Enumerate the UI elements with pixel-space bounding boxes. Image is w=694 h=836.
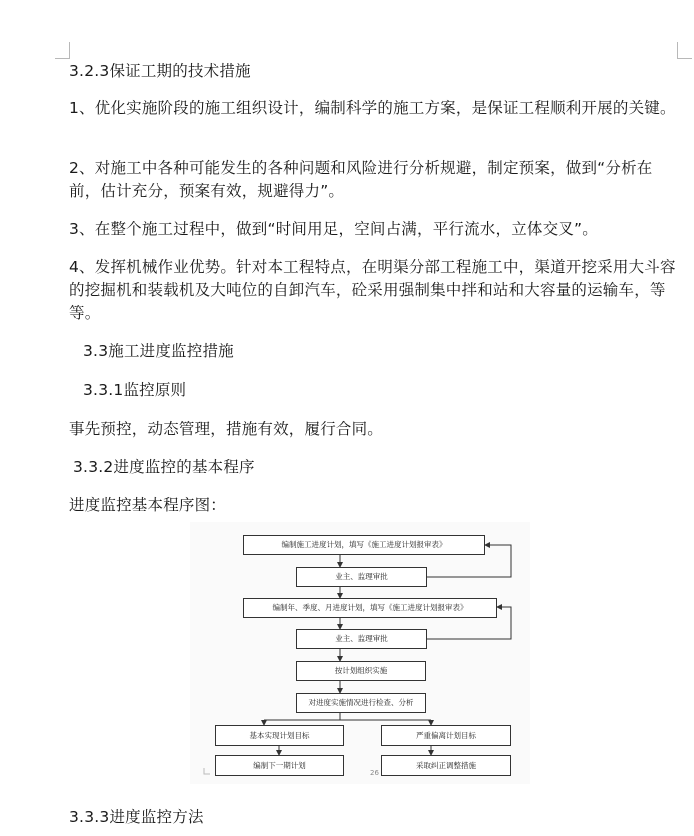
flow-step-owner-approval-2: 业主、监理审批: [296, 629, 427, 649]
flow-step-owner-approval-1: 业主、监理审批: [296, 567, 427, 587]
flow-step-target-deviated: 严重偏离计划目标: [381, 725, 511, 746]
flow-step-periodic-plans: 编制年、季度、月进度计划，填写《施工进度计划报审表》: [243, 598, 497, 618]
flow-step-implement: 按计划组织实施: [296, 661, 426, 681]
flowchart-page-number: 26: [370, 769, 379, 777]
page-corner-mark-top-right: [677, 42, 692, 59]
monitoring-principle: 事先预控，动态管理，措施有效，履行合同。: [69, 420, 384, 438]
paragraph-1: 1、优化实施阶段的施工组织设计，编制科学的施工方案，是保证工程顺利开展的关键。: [69, 99, 676, 117]
paragraph-4: 4、发挥机械作业优势。针对本工程特点，在明渠分部工程施工中，渠道开挖采用大斗容的挖掘机和装载机及大吨位的自卸汽车，砼采用强制集中拌和站和大容量的运输车，等等。: [69, 258, 676, 322]
flow-step-compile-schedule: 编制施工进度计划，填写《施工进度计划报审表》: [243, 535, 485, 555]
flowchart-intro: 进度监控基本程序图：: [69, 496, 227, 514]
section-heading-3-2-3: 3.2.3保证工期的技术措施: [69, 62, 251, 80]
section-heading-3-3-1: 3.3.1监控原则: [83, 381, 187, 399]
flow-step-next-plan: 编制下一期计划: [215, 755, 344, 776]
page-corner-mark-top-left: [55, 42, 70, 59]
paragraph-3: 3、在整个施工过程中，做到“时间用足，空间占满，平行流水，立体交叉”。: [69, 220, 598, 238]
flow-step-corrective-measures: 采取纠正调整措施: [381, 755, 511, 776]
flow-step-target-met: 基本实现计划目标: [215, 725, 344, 746]
section-heading-3-3-3: 3.3.3进度监控方法: [69, 808, 204, 826]
progress-monitoring-flowchart: [190, 522, 530, 784]
section-heading-3-3: 3.3施工进度监控措施: [83, 342, 234, 360]
flow-step-check-analyze: 对进度实施情况进行检查、分析: [296, 693, 426, 713]
paragraph-2: 2、对施工中各种可能发生的各种问题和风险进行分析规避，制定预案，做到“分析在前，估计充分，预案有效，规避得力”。: [69, 159, 653, 200]
section-heading-3-3-2: 3.3.2进度监控的基本程序: [73, 458, 255, 476]
flowchart-corner-mark: [204, 768, 210, 774]
